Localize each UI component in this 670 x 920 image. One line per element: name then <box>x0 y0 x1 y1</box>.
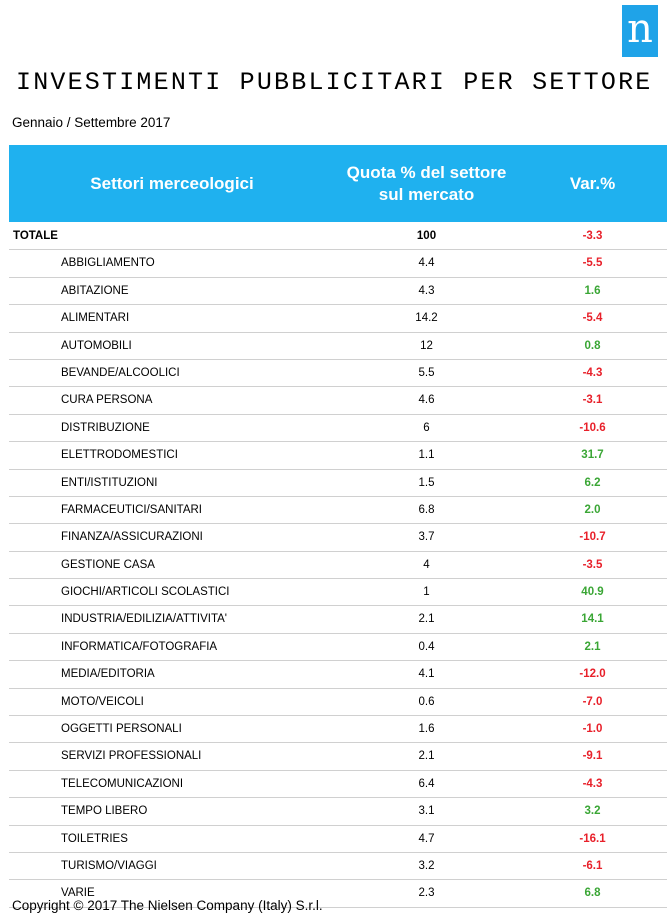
sector-share: 0.6 <box>418 695 435 708</box>
sector-name: ELETTRODOMESTICI <box>61 449 178 462</box>
sector-name: ALIMENTARI <box>61 312 130 325</box>
table-row <box>9 634 667 661</box>
sector-var: -1.0 <box>582 723 603 736</box>
table-row <box>9 305 667 332</box>
sector-var: 2.0 <box>584 503 601 516</box>
table-row <box>9 798 667 825</box>
sector-share: 4.4 <box>418 257 435 270</box>
sector-name: ABBIGLIAMENTO <box>61 257 155 270</box>
sector-share: 4 <box>423 558 430 571</box>
sector-name: INDUSTRIA/EDILIZIA/ATTIVITA' <box>61 613 227 626</box>
sector-var: 31.7 <box>581 449 604 462</box>
sector-var: -4.3 <box>582 777 603 790</box>
table-row <box>9 716 667 743</box>
sector-var: 14.1 <box>581 613 604 626</box>
table-row <box>9 743 667 770</box>
sector-name: MEDIA/EDITORIA <box>61 668 155 681</box>
sector-name: AUTOMOBILI <box>61 339 132 352</box>
sector-name: GIOCHI/ARTICOLI SCOLASTICI <box>61 586 230 599</box>
sector-var: -12.0 <box>579 668 606 681</box>
table-row <box>9 524 667 551</box>
sector-share: 1.6 <box>418 723 435 736</box>
header-var: Var.% <box>569 173 616 193</box>
sector-name: TURISMO/VIAGGI <box>61 859 157 872</box>
period-label: Gennaio / Settembre 2017 <box>12 115 171 130</box>
sector-share: 1 <box>423 586 430 599</box>
sector-share: 1.5 <box>418 476 435 489</box>
table-row <box>9 552 667 579</box>
table-row <box>9 826 667 853</box>
sector-share: 2.1 <box>418 750 435 763</box>
sector-share: 6 <box>423 421 430 434</box>
sector-var: -3.5 <box>582 558 603 571</box>
total-name: TOTALE <box>13 230 58 242</box>
sector-var: -9.1 <box>582 750 603 763</box>
sector-share: 4.7 <box>418 832 435 845</box>
sector-var: -10.6 <box>579 421 606 434</box>
sector-var: 40.9 <box>581 586 604 599</box>
sector-var: -5.4 <box>582 312 603 325</box>
nielsen-logo-letter: n <box>627 6 653 52</box>
sector-name: TEMPO LIBERO <box>61 805 148 818</box>
sector-name: DISTRIBUZIONE <box>61 421 150 434</box>
sector-var: -7.0 <box>582 695 603 708</box>
page-title: INVESTIMENTI PUBBLICITARI PER SETTORE <box>16 68 653 97</box>
sector-name: FINANZA/ASSICURAZIONI <box>61 531 203 544</box>
sector-share: 5.5 <box>418 366 435 379</box>
sector-var: -5.5 <box>582 257 603 270</box>
table-row <box>9 387 667 414</box>
nielsen-logo <box>622 5 658 57</box>
table-row <box>9 470 667 497</box>
table-row <box>9 360 667 387</box>
sector-name: VARIE <box>61 887 95 900</box>
sector-share: 4.1 <box>418 668 435 681</box>
sector-name: OGGETTI PERSONALI <box>61 723 182 736</box>
sector-name: CURA PERSONA <box>61 394 153 407</box>
table-row <box>9 250 667 277</box>
total-row <box>9 223 667 250</box>
table-row <box>9 497 667 524</box>
header-sector: Settori merceologici <box>90 173 254 193</box>
sector-rows <box>9 250 667 907</box>
sector-var: 1.6 <box>584 284 601 297</box>
table-row <box>9 278 667 305</box>
table-row <box>9 333 667 360</box>
sector-share: 3.7 <box>418 531 435 544</box>
table-row <box>9 853 667 880</box>
sector-name: ENTI/ISTITUZIONI <box>61 476 158 489</box>
sector-name: GESTIONE CASA <box>61 558 155 571</box>
sector-share: 2.3 <box>418 887 435 900</box>
sector-var: -10.7 <box>579 531 606 544</box>
copyright-footer: Copyright © 2017 The Nielsen Company (Italy) S.r.l. <box>12 898 323 913</box>
sector-share: 6.4 <box>418 777 435 790</box>
sector-name: SERVIZI PROFESSIONALI <box>61 750 202 763</box>
sector-share: 0.4 <box>418 640 435 653</box>
sector-share: 2.1 <box>418 613 435 626</box>
table-row <box>9 442 667 469</box>
table-row <box>9 771 667 798</box>
sector-name: ABITAZIONE <box>61 284 129 297</box>
sector-var: -16.1 <box>579 832 606 845</box>
sector-var: -4.3 <box>582 366 603 379</box>
sector-var: 3.2 <box>584 805 601 818</box>
sector-share: 12 <box>420 339 433 352</box>
sector-share: 6.8 <box>418 503 435 516</box>
table-row <box>9 661 667 688</box>
sector-share: 3.1 <box>418 805 435 818</box>
sector-share: 14.2 <box>415 312 438 325</box>
table-header <box>9 145 667 222</box>
header-share: Quota % del settore sul mercato <box>346 162 507 204</box>
sector-name: FARMACEUTICI/SANITARI <box>61 503 202 516</box>
table-body <box>9 223 667 908</box>
table-row <box>9 606 667 633</box>
sector-share: 3.2 <box>418 859 435 872</box>
table-row <box>9 415 667 442</box>
sector-var: 2.1 <box>584 640 601 653</box>
total-var: -3.3 <box>582 230 603 242</box>
sector-share: 4.3 <box>418 284 435 297</box>
total-share: 100 <box>416 230 437 242</box>
sector-name: TOILETRIES <box>61 832 128 845</box>
sector-name: INFORMATICA/FOTOGRAFIA <box>61 640 218 653</box>
sector-var: 6.2 <box>584 476 601 489</box>
sector-share: 4.6 <box>418 394 435 407</box>
table-row <box>9 579 667 606</box>
sector-name: TELECOMUNICAZIONI <box>61 777 184 790</box>
sector-var: 6.8 <box>584 887 601 900</box>
sector-var: -6.1 <box>582 859 603 872</box>
sector-var: 0.8 <box>584 339 601 352</box>
sector-share: 1.1 <box>418 449 435 462</box>
sector-var: -3.1 <box>582 394 603 407</box>
sector-name: BEVANDE/ALCOOLICI <box>61 366 180 379</box>
sector-name: MOTO/VEICOLI <box>61 695 144 708</box>
table-row <box>9 689 667 716</box>
